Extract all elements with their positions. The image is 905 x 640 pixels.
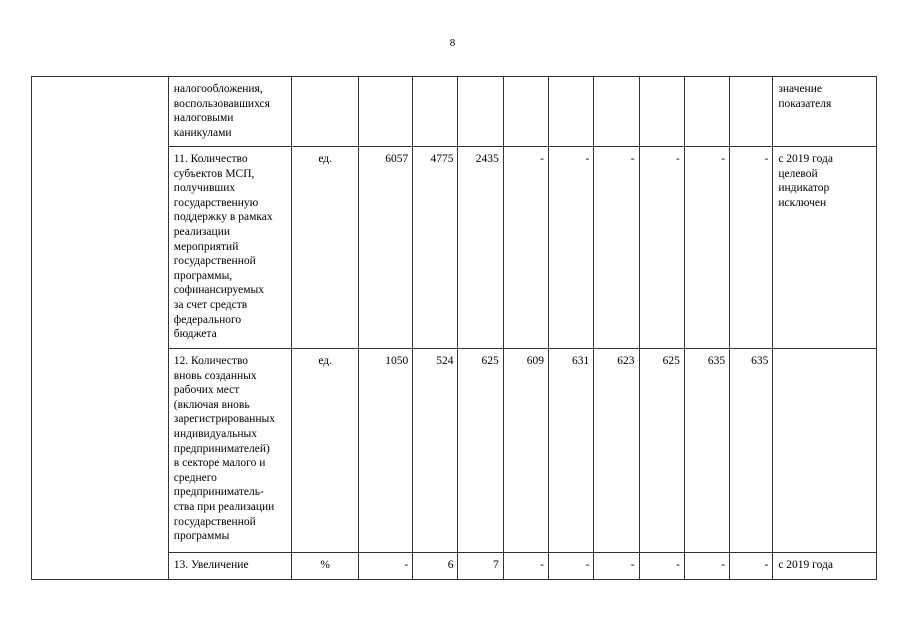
value-cell: - <box>594 553 639 580</box>
value-cell: 631 <box>549 349 594 553</box>
note-cell: значение показателя <box>773 77 877 147</box>
page-number: 8 <box>449 37 456 49</box>
unit-cell: ед. <box>291 349 358 553</box>
merged-left-cell <box>32 77 169 580</box>
unit-cell <box>291 77 358 147</box>
value-cell: - <box>639 553 684 580</box>
note-cell: с 2019 года целевой индикатор исключен <box>773 147 877 349</box>
value-cell: 2435 <box>458 147 503 349</box>
value-cell: 625 <box>458 349 503 553</box>
unit-cell: % <box>291 553 358 580</box>
value-cell: - <box>730 147 773 349</box>
indicator-description: 13. Увеличение <box>168 553 291 580</box>
value-cell: 635 <box>684 349 729 553</box>
value-cell: 1050 <box>358 349 412 553</box>
value-cell <box>549 77 594 147</box>
value-cell: 609 <box>503 349 548 553</box>
value-cell <box>358 77 412 147</box>
value-cell: - <box>730 553 773 580</box>
indicators-table <box>31 76 877 580</box>
value-cell <box>413 77 458 147</box>
value-cell: - <box>684 553 729 580</box>
value-cell: 524 <box>413 349 458 553</box>
indicator-description: 12. Количество вновь созданных рабочих мест (включая вновь зарегистрированных индивидуальных предпринимателей) в секторе малого и среднего предприниматель- ства при реализации государственной программы <box>168 349 291 553</box>
value-cell <box>730 77 773 147</box>
value-cell <box>503 77 548 147</box>
value-cell: 6057 <box>358 147 412 349</box>
indicator-description: налогообложения, воспользовавшихся налоговыми каникулами <box>168 77 291 147</box>
indicator-description: 11. Количество субъектов МСП, получивших государственную поддержку в рамках реализации мероприятий государственной программы, софинансируемых за счет средств федерального бюджета <box>168 147 291 349</box>
note-cell: с 2019 года <box>773 553 877 580</box>
value-cell <box>458 77 503 147</box>
value-cell: - <box>503 553 548 580</box>
value-cell: 635 <box>730 349 773 553</box>
value-cell <box>684 77 729 147</box>
value-cell: - <box>358 553 412 580</box>
value-cell: 625 <box>639 349 684 553</box>
value-cell: 4775 <box>413 147 458 349</box>
value-cell: 7 <box>458 553 503 580</box>
value-cell <box>594 77 639 147</box>
value-cell: - <box>684 147 729 349</box>
note-cell <box>773 349 877 553</box>
value-cell: - <box>594 147 639 349</box>
value-cell: 623 <box>594 349 639 553</box>
value-cell: - <box>639 147 684 349</box>
value-cell: - <box>549 147 594 349</box>
value-cell: 6 <box>413 553 458 580</box>
value-cell: - <box>549 553 594 580</box>
unit-cell: ед. <box>291 147 358 349</box>
value-cell <box>639 77 684 147</box>
table-row <box>32 77 877 147</box>
value-cell: - <box>503 147 548 349</box>
